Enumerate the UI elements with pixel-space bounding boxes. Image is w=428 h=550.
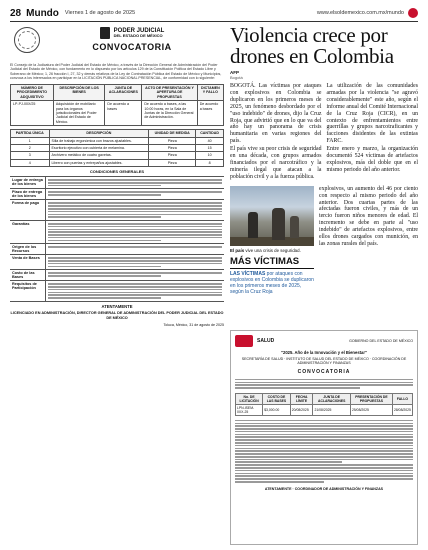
page-number: 28 bbox=[10, 7, 22, 19]
photo-caption: El país vive una crisis de seguridad. bbox=[230, 247, 301, 253]
state-seal-icon bbox=[14, 27, 40, 53]
table-row bbox=[11, 159, 224, 166]
table-cell: 4 bbox=[11, 159, 50, 166]
news-article bbox=[230, 25, 418, 295]
table-header-cell: JUNTA DE ACLARACIONES bbox=[105, 85, 142, 101]
table-cell: Pieza bbox=[149, 159, 196, 166]
condition-label: Origen de los Recursos bbox=[10, 244, 46, 254]
header-rule bbox=[10, 21, 418, 22]
condition-row bbox=[10, 255, 224, 270]
condition-row bbox=[10, 200, 224, 221]
article-column-1 bbox=[230, 83, 322, 182]
article-paragraph: explosivos, un aumento del 46 por ciento con respecto al mismo periodo del año anterior. Dos cuartas partes de las afectadas fueron civiles, y más de un tercio fueron niños menores de edad. El incremento se debe en parte al "uso indebido" de artefactos explosivos, entre ellos drones cargados con munición, en las zonas rurales del país. bbox=[319, 185, 418, 247]
condition-row bbox=[10, 177, 224, 189]
table-cell: LPN-ISEM-0XX-25 bbox=[236, 404, 263, 415]
judiciary-logo-icon bbox=[100, 27, 110, 39]
convocatoria-ad bbox=[10, 25, 224, 543]
condition-label: Costo de las Bases bbox=[10, 270, 46, 280]
table-cell: De acuerdo a bases, a las 10:00 horas, en la Sala de Juntas de la Dirección General de Administración. bbox=[142, 101, 197, 126]
table-cell: Pieza bbox=[149, 145, 196, 152]
condition-text-lines bbox=[48, 190, 222, 196]
government-name: GOBIERNO DEL ESTADO DE MÉXICO bbox=[349, 338, 413, 343]
brand-badge-icon bbox=[408, 8, 418, 18]
condition-text-lines bbox=[48, 282, 222, 300]
table-cell: De acuerdo a bases bbox=[105, 101, 142, 126]
table-cell: Silla de trabajo ergonómica con brazos ajustables. bbox=[49, 137, 149, 144]
table-cell: 8 bbox=[196, 159, 224, 166]
sidebar-title: MÁS VÍCTIMAS bbox=[230, 256, 300, 268]
article-paragraph: Entre enero y marzo, la organización documentó 524 víctimas de artefactos explosivos, más del doble que en el mismo periodo del año anterior. bbox=[326, 146, 418, 173]
table-cell: 20/08/2025 bbox=[290, 404, 313, 415]
section-title: Mundo bbox=[26, 7, 59, 19]
table-header-cell: DICTAMEN Y FALLO bbox=[197, 85, 223, 101]
page-header bbox=[10, 6, 418, 20]
condition-row bbox=[10, 221, 224, 244]
condition-row bbox=[10, 244, 224, 255]
conditions-list bbox=[10, 176, 224, 301]
health-brand: SALUD bbox=[257, 338, 275, 344]
footer-date: Toluca, México, 31 de agosto de 2025 bbox=[163, 323, 224, 328]
table-cell: $3,000.00 bbox=[263, 404, 291, 415]
table-header-cell: FECHA LÍMITE bbox=[290, 393, 313, 404]
convocatoria-intro: El Consejo de la Judicatura del Poder Judicial del Estado de México, a través de la Dirección General de Administración del Poder Judicial del Estado de México, con fundamento en lo dispuesto por los artículos 129 de la Constitución Política del Estado Libre y Soberano de México; 1, 26 fracción I, 27, 32 y demás relativos de la Ley de Contratación Pública del Estado de México y Municipios, convoca a los interesados en participar en la LICITACIÓN PÚBLICA NACIONAL PRESENCIAL, de conformidad con lo siguiente: bbox=[10, 63, 222, 81]
condition-label: Lugar de entrega de los bienes bbox=[10, 177, 46, 188]
article-photo bbox=[230, 186, 314, 246]
article-paragraph: El país vive su peor crisis de seguridad en una década, con grupos armados financiados por el narcotráfico y la minería ilegal que atacan a la población civil y a la fuerza pública. bbox=[230, 146, 322, 180]
table-cell: De acuerdo a bases bbox=[197, 101, 223, 126]
table-header-cell: NÚMERO DE PROCEDIMIENTO ADQUISITIVO bbox=[11, 85, 54, 101]
condition-row bbox=[10, 189, 224, 200]
table-header-cell: DESCRIPCIÓN DE LOS BIENES bbox=[53, 85, 105, 101]
table-cell: 21/08/2025 bbox=[313, 404, 351, 415]
table-header-cell: FALLO bbox=[392, 393, 412, 404]
table-cell: Archivero metálico de cuatro gavetas. bbox=[49, 152, 149, 159]
table-cell: Pieza bbox=[149, 137, 196, 144]
table-header-cell: DESCRIPCIÓN bbox=[49, 130, 149, 137]
condition-row bbox=[10, 270, 224, 281]
table-cell: 1 bbox=[11, 137, 50, 144]
items-table bbox=[10, 129, 224, 167]
health-logo-icon bbox=[235, 335, 253, 347]
article-column-3 bbox=[319, 186, 418, 296]
article-author: AFP bbox=[230, 70, 239, 75]
table-cell: 10 bbox=[196, 152, 224, 159]
table-cell: LP-PJ-00X/25 bbox=[11, 101, 54, 126]
procedure-table bbox=[10, 84, 224, 126]
health-convocatoria-heading: CONVOCATORIA bbox=[297, 368, 351, 375]
table-header-cell: CANTIDAD bbox=[196, 130, 224, 137]
table-row bbox=[11, 137, 224, 144]
condition-label: Garantías bbox=[10, 221, 46, 243]
sidebar-rule bbox=[230, 268, 314, 269]
table-header-cell: UNIDAD DE MEDIDA bbox=[149, 130, 196, 137]
site-url[interactable]: www.elsoldemexico.com.mx/mundo bbox=[316, 10, 404, 16]
logo-title: PODER JUDICIAL bbox=[113, 27, 165, 34]
condition-text-lines bbox=[48, 256, 222, 268]
table-cell: Librero con puertas y entrepaños ajustables. bbox=[49, 159, 149, 166]
conditions-title: CONDICIONES GENERALES bbox=[89, 169, 145, 175]
condition-text-lines bbox=[48, 245, 222, 249]
logo-subtitle: DEL ESTADO DE MÉXICO bbox=[113, 33, 163, 39]
table-header-cell: PARTIDA ÚNICA bbox=[11, 130, 50, 137]
table-cell: Pieza bbox=[149, 152, 196, 159]
article-paragraph: BOGOTÁ. Las víctimas por ataques con explosivos en Colombia se duplicaron en los primeros meses de 2025, un fenómeno desbordado por el "uso indebido" de drones, dijo la Cruz Roja, que advirtió que en lo que va del año hay un panorama de crisis humanitaria en varias regiones del país. bbox=[230, 83, 322, 145]
condition-text-lines bbox=[48, 222, 222, 242]
table-cell: 28/08/2025 bbox=[392, 404, 412, 415]
condition-text-lines bbox=[48, 178, 222, 187]
year-motto: "2025. Año de la Innovación y el Bienestar" bbox=[281, 350, 367, 355]
table-row bbox=[11, 152, 224, 159]
article-dateline: Bogotá bbox=[230, 75, 243, 80]
health-footer: ATENTAMENTE · COORDINADOR DE ADMINISTRACIÓN Y FINANZAS bbox=[264, 486, 384, 491]
article-column-2 bbox=[327, 83, 419, 182]
health-tender-table bbox=[235, 393, 413, 416]
table-header-cell: PRESENTACIÓN DE PROPUESTAS bbox=[350, 393, 392, 404]
footer-attentively: ATENTAMENTE bbox=[101, 303, 133, 309]
table-cell: 25/08/2025 bbox=[350, 404, 392, 415]
condition-label: Requisitos de Participación bbox=[10, 281, 46, 301]
table-header-cell: JUNTA DE ACLARACIONES bbox=[313, 393, 351, 404]
table-header-cell: ACTO DE PRESENTACIÓN Y APERTURA DE PROPUESTAS bbox=[142, 85, 197, 101]
table-header-cell: COSTO DE LAS BASES bbox=[263, 393, 291, 404]
article-paragraph: La utilización de las comunidades armadas por la violencia "se agravó considerablemente" este año, según el informe anual del Comité Internacional de la Cruz Roja (CICR), en un contexto de enfrentamientos entre guerrillas y grupos narcotraficantes y facciones disidentes de las extintas FARC. bbox=[326, 83, 418, 145]
table-header-cell: No. DE LICITACIÓN bbox=[236, 393, 263, 404]
institution-header: SECRETARÍA DE SALUD · INSTITUTO DE SALUD DEL ESTADO DE MÉXICO · COORDINACIÓN DE ADMINISTRACIÓN Y FINANZAS bbox=[241, 357, 407, 366]
footer-signatory: LICENCIADO EN ADMINISTRACIÓN, DIRECTOR GENERAL DE ADMINISTRACIÓN DEL PODER JUDICIAL DEL ESTADO DE MÉXICO bbox=[10, 311, 224, 321]
condition-label: Venta de Bases bbox=[10, 255, 46, 269]
article-headline: Violencia crece por drones en Colombia bbox=[230, 23, 394, 68]
condition-row bbox=[10, 281, 224, 302]
issue-date: Viernes 1 de agosto de 2025 bbox=[64, 10, 136, 16]
table-cell: 15 bbox=[196, 145, 224, 152]
table-cell: 2 bbox=[11, 145, 50, 152]
health-convocatoria-ad bbox=[230, 330, 418, 545]
table-cell: Escritorio ejecutivo con cubierta de melamina. bbox=[49, 145, 149, 152]
health-intro-lines bbox=[235, 378, 413, 390]
sidebar-description: LAS VÍCTIMAS por ataques con explosivos en Colombia se duplicaron en los primeros meses de 2025, según la Cruz Roja bbox=[230, 271, 314, 296]
convocatoria-heading: CONVOCATORIA bbox=[92, 42, 172, 52]
condition-text-lines bbox=[48, 201, 222, 219]
condition-label: Forma de pago bbox=[10, 200, 46, 220]
table-cell: 40 bbox=[196, 137, 224, 144]
health-conditions-lines bbox=[235, 419, 413, 484]
condition-text-lines bbox=[48, 271, 222, 277]
table-row bbox=[11, 145, 224, 152]
table-cell: Adquisición de mobiliario para los órganos jurisdiccionales del Poder Judicial del Estado de México. bbox=[53, 101, 105, 126]
table-cell: 3 bbox=[11, 152, 50, 159]
condition-label: Plazo de entrega de los bienes bbox=[10, 189, 46, 199]
